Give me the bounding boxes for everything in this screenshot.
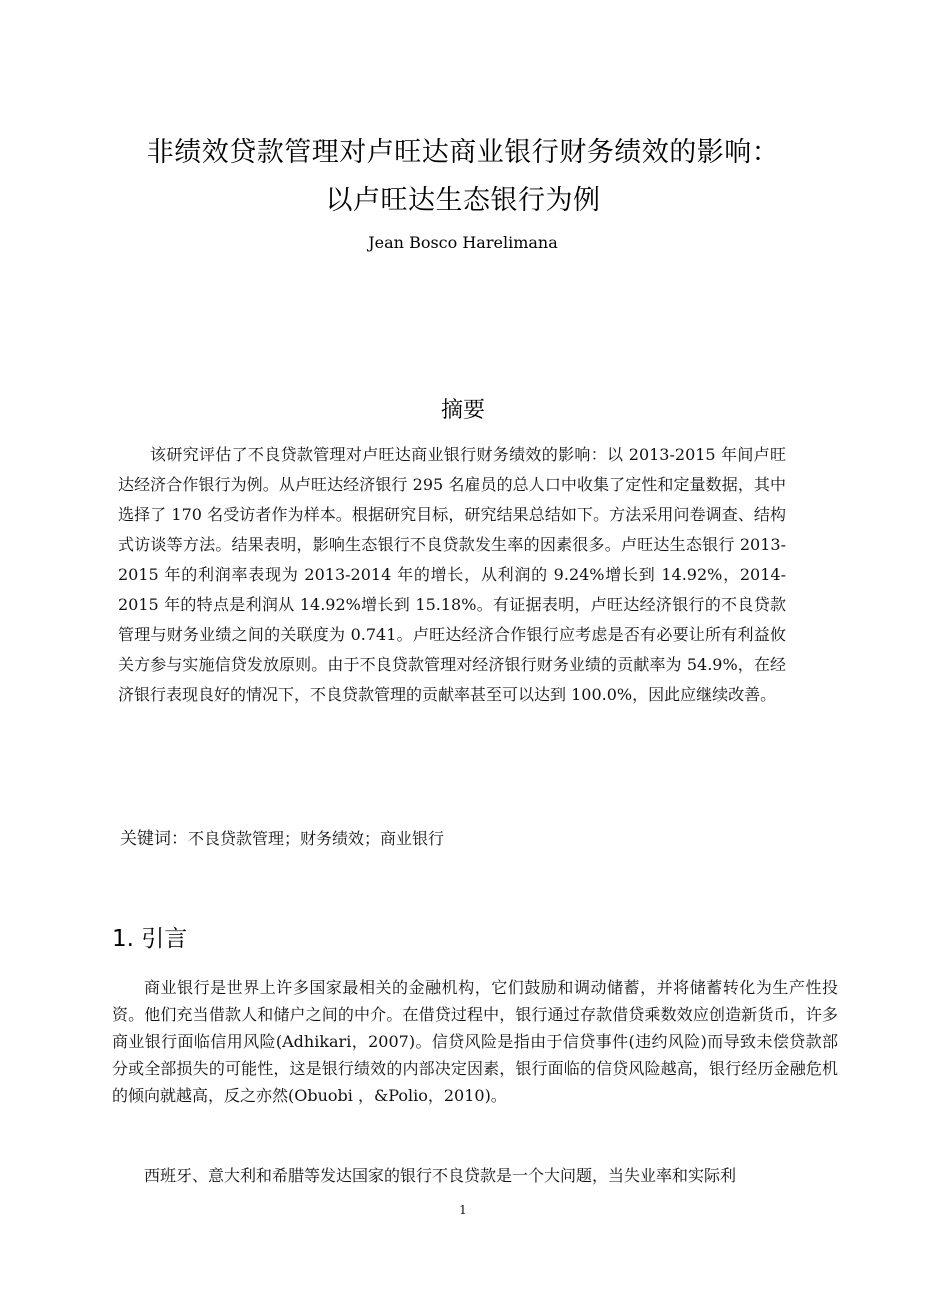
body-paragraph: 商业银行是世界上许多国家最相关的金融机构，它们鼓励和调动储蓄，并将储蓄转化为生产性投资。他们充当借款人和储户之间的中介。在借贷过程中，银行通过存款借贷乘数效应创造新货币，许多商业银行面临信用风险(Adhikari，2007)。信贷风险是指由于信贷事件(违约风险)而导致未偿贷款部分或全部损失的可能性，这是银行绩效的内部决定因素，银行面临的信贷风险越高，银行经历金融危机的倾向就越高，反之亦然(Obuobi ，&Polio，2010)。 [112,978,838,1105]
author-name: Jean Bosco Harelimana [368,233,558,252]
paper-title-line1: 非绩效贷款管理对卢旺达商业银行财务绩效的影响： [146,137,780,168]
abstract-text: 该研究评估了不良贷款管理对卢旺达商业银行财务绩效的影响：以 2013-2015 年间卢旺达经济合作银行为例。从卢旺达经济银行 295 名雇员的总人口中收集了定性和定量数据，其中选择了 170 名受访者作为样本。根据研究目标，研究结果总结如下。方法采用问卷调查、结构式访谈等方法。结果表明，影响生态银行不良贷款发生率的因素很多。卢旺达生态银行 2013-2015 年的利润率表现为 2013-2014 年的增长，从利润的 9.24%增长到 14.92%，2014-2015 年的特点是利润从 14.92%增长到 15.18%。有证据表明，卢旺达经济银行的不良贷款管理与财务业绩之间的关联度为 0.741。卢旺达经济合作银行应考虑是否有必要让所有利益攸关方参与实施信贷发放原则。由于不良贷款管理对经济银行财务业绩的贡献率为 54.9%，在经济银行表现良好的情况下，不良贷款管理的贡献率甚至可以达到 100.0%，因此应继续改善。 [118,445,786,704]
body-paragraph: 西班牙、意大利和希腊等发达国家的银行不良贷款是一个大问题，当失业率和实际利 [144,1166,737,1185]
section-heading-introduction: 1. 引言 [112,926,188,952]
abstract-heading: 摘要 [440,398,485,423]
keywords-label: 关键词： [120,829,188,849]
paper-title-line2: 以卢旺达生态银行为例 [325,185,601,216]
keywords-text: 不良贷款管理；财务绩效；商业银行 [188,829,445,848]
keywords-line [120,824,444,849]
page-number: 1 [459,1203,467,1217]
